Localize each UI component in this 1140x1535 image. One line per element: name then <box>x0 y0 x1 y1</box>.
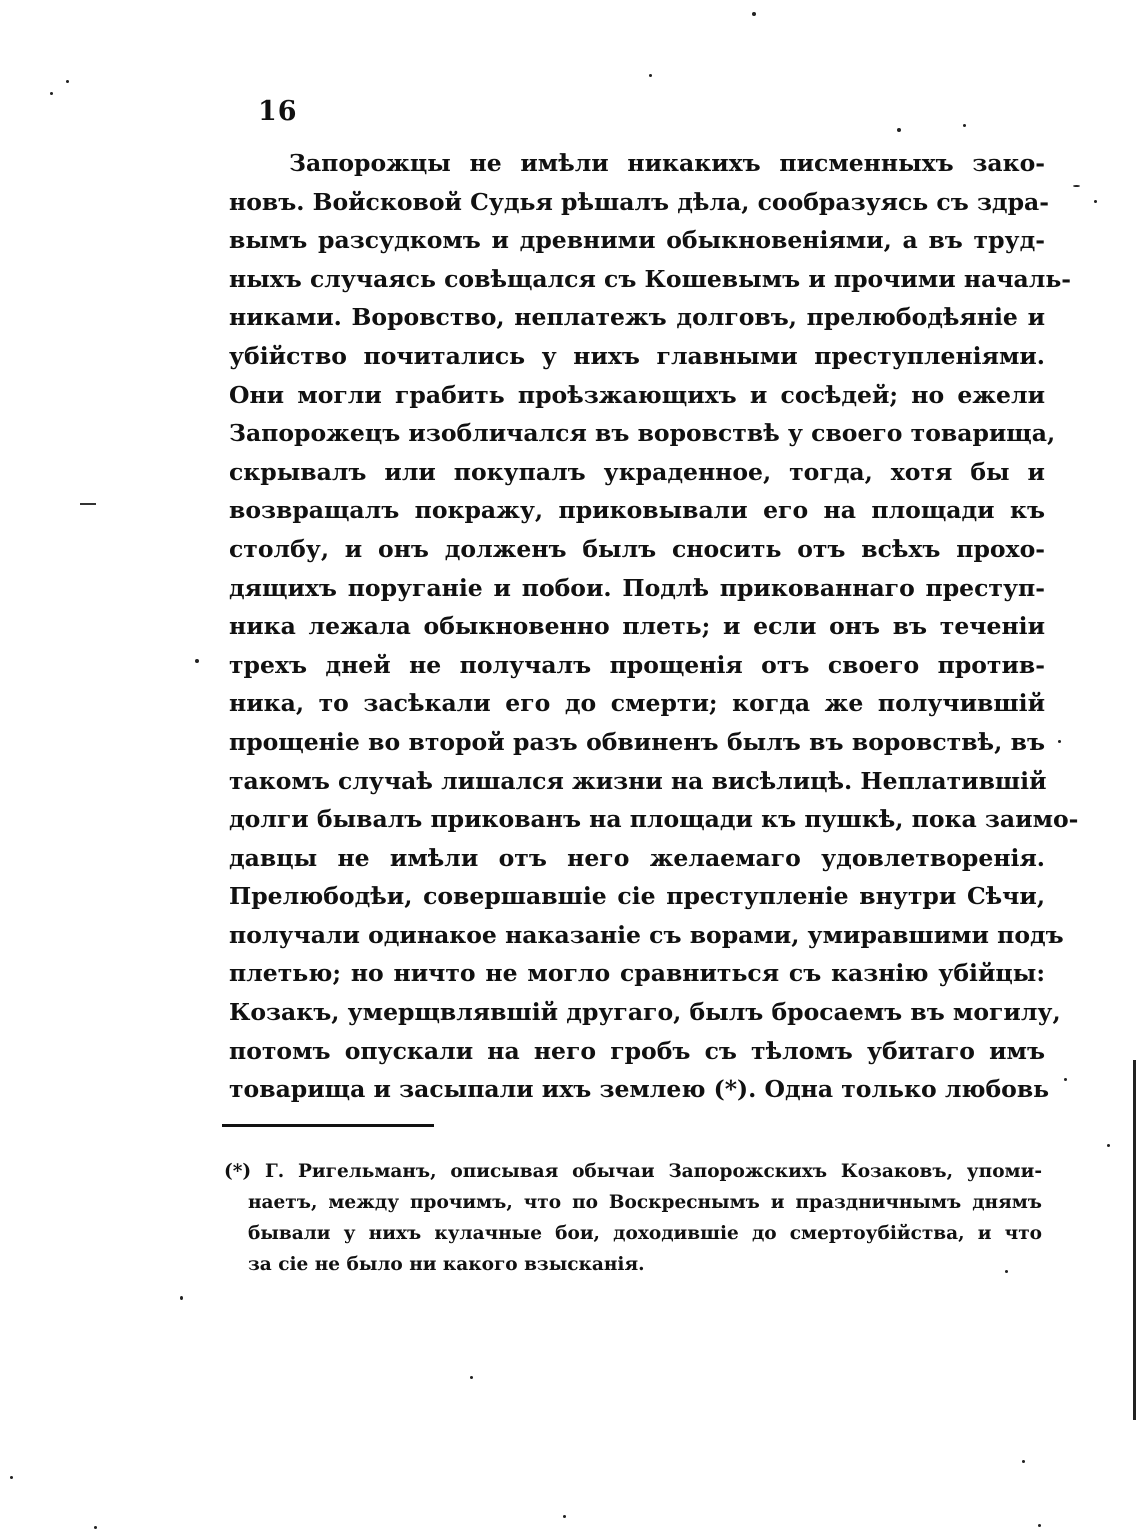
page-edge-line <box>1133 1060 1136 1420</box>
text-line: товарища и засыпали ихъ землею (*). Одна только любовь <box>229 1075 1050 1104</box>
text-line: никами. Воровство, неплатежъ долговъ, прелюбодѣяніе и <box>229 303 1045 332</box>
text-line: вымъ разсудкомъ и древними обыкновеніями, а въ труд- <box>229 226 1045 255</box>
text-line: трехъ дней не получалъ прощенія отъ своего против- <box>229 650 1045 679</box>
text-line: плетью; но ничто не могло сравниться съ казнію убійцы: <box>229 959 1045 988</box>
footnote-line: за сіе не было ни какого взысканія. <box>248 1254 645 1275</box>
text-line: получали одинакое наказаніе съ ворами, умиравшими подъ <box>229 920 1064 949</box>
text-line: Запорожцы не имѣли никакихъ писменныхъ зако- <box>289 149 1045 177</box>
scan-speck <box>1038 1524 1041 1527</box>
scan-speck <box>1064 1078 1067 1081</box>
scan-speck <box>1107 1144 1110 1147</box>
scan-speck <box>470 1376 473 1379</box>
scan-speck <box>752 12 756 16</box>
scan-speck <box>563 1515 566 1518</box>
scan-speck <box>1005 1270 1008 1273</box>
text-line: долги бывалъ прикованъ на площади къ пушкѣ, пока заимо- <box>229 805 1079 834</box>
scan-speck <box>180 1296 183 1300</box>
main-text <box>229 144 1079 1109</box>
scan-speck <box>50 92 53 95</box>
text-line: скрывалъ или покупалъ украденное, тогда, хотя бы и <box>229 457 1045 486</box>
footnote-divider <box>222 1124 434 1127</box>
scan-speck <box>94 1526 97 1529</box>
scan-speck <box>897 128 901 132</box>
footnote <box>224 1156 1042 1280</box>
scan-speck <box>1094 200 1097 203</box>
text-line: убійство почитались у нихъ главными преступленіями. <box>229 341 1045 370</box>
footnote-line: бывали у нихъ кулачные бои, доходившіе до смертоубійства, и что <box>248 1223 1042 1244</box>
text-line: ника, то засѣкали его до смерти; когда же получившій <box>229 689 1045 718</box>
footnote-line: (*) Г. Ригельманъ, описывая обычаи Запорожскихъ Козаковъ, упоми- <box>224 1161 1042 1182</box>
text-line: Они могли грабить проѣзжающихъ и сосѣдей; но ежели <box>229 380 1045 409</box>
margin-mark <box>80 503 96 505</box>
scan-speck <box>10 1476 13 1479</box>
text-line: Запорожецъ изобличался въ воровствѣ у своего товарища, <box>229 419 1056 448</box>
text-line: дящихъ поруганіе и побои. Подлѣ прикованнаго преступ- <box>229 573 1045 602</box>
text-line: ника лежала обыкновенно плеть; и если онъ въ теченіи <box>229 612 1045 641</box>
scan-speck <box>963 124 966 127</box>
text-line: столбу, и онъ долженъ былъ сносить отъ всѣхъ прохо- <box>229 534 1045 563</box>
text-line: Прелюбодѣи, совершавшіе сіе преступленіе внутри Сѣчи, <box>229 882 1045 911</box>
footnote-line: наетъ, между прочимъ, что по Воскреснымъ и праздничнымъ днямъ <box>248 1192 1042 1213</box>
scan-speck <box>1022 1460 1025 1463</box>
text-line: возвращалъ покражу, приковывали его на площади къ <box>229 496 1045 525</box>
text-line: прощеніе во второй разъ обвиненъ былъ въ воровствѣ, въ <box>229 727 1045 756</box>
text-line: Козакъ, умерщвлявшій другаго, былъ бросаемъ въ могилу, <box>229 998 1061 1027</box>
text-line: давцы не имѣли отъ него желаемаго удовлетворенія. <box>229 843 1045 872</box>
scan-speck <box>1073 185 1080 187</box>
text-line: такомъ случаѣ лишался жизни на висѣлицѣ. Неплатившій <box>229 766 1047 795</box>
scan-speck <box>195 659 199 663</box>
text-line: потомъ опускали на него гробъ съ тѣломъ убитаго имъ <box>229 1036 1045 1065</box>
text-line: ныхъ случаясь совѣщался съ Кошевымъ и прочими началь- <box>229 264 1072 293</box>
text-line: новъ. Войсковой Судья рѣшалъ дѣла, сообразуясь съ здра- <box>229 187 1050 216</box>
scan-speck <box>66 80 69 83</box>
scan-speck <box>1058 740 1061 743</box>
page-number: 16 <box>258 96 298 127</box>
scan-speck <box>649 74 652 77</box>
